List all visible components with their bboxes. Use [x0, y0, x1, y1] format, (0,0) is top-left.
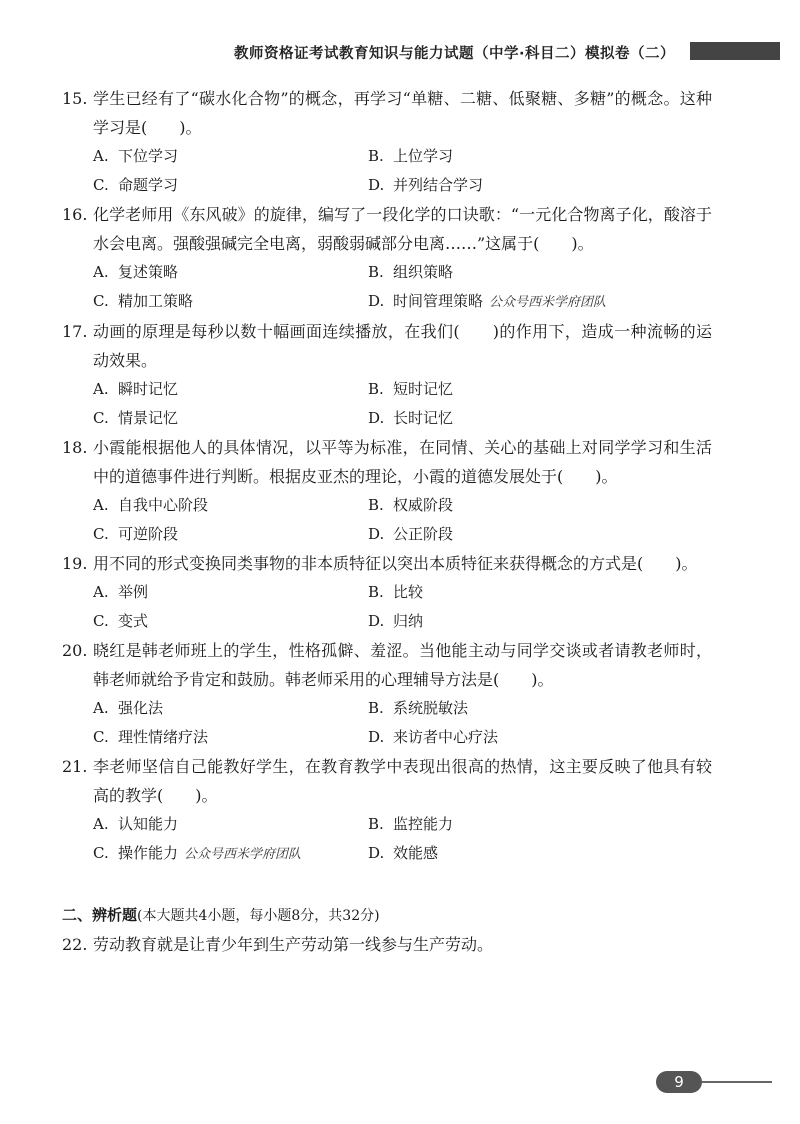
option-text: 上位学习	[393, 147, 454, 165]
option-letter: A.	[93, 147, 109, 165]
section-meta: (本大题共4小题，每小题8分，共32分)	[137, 908, 380, 924]
option-a	[93, 810, 368, 839]
option-text: 命题学习	[118, 176, 179, 194]
option-letter: D.	[368, 292, 385, 310]
option-c	[93, 607, 368, 636]
page-number: 9	[656, 1071, 702, 1093]
option-letter: A.	[93, 583, 109, 601]
question-number: 17.	[62, 322, 88, 341]
option-text: 变式	[118, 612, 149, 630]
handwritten-watermark: 公众号西米学府团队	[184, 847, 302, 862]
option-c	[93, 520, 368, 549]
option-text: 强化法	[118, 699, 164, 717]
option-letter: B.	[368, 699, 384, 717]
option-d	[368, 287, 643, 317]
option-text: 效能感	[393, 844, 439, 862]
option-letter: C.	[93, 612, 109, 630]
option-text: 复述策略	[118, 263, 179, 281]
section-heading	[62, 901, 712, 930]
option-text: 认知能力	[118, 815, 179, 833]
question-stem: 化学老师用《东风破》的旋律，编写了一段化学的口诀歌：“一元化合物离子化，酸溶于水会电离。强酸强碱完全电离，弱酸弱碱部分电离……”这属于( )。	[93, 205, 712, 253]
option-letter: C.	[93, 409, 109, 427]
header-title: 教师资格证考试教育知识与能力试题（中学·科目二）模拟卷（二）	[233, 46, 675, 62]
option-b	[368, 375, 643, 404]
option-d	[368, 520, 643, 549]
option-text: 监控能力	[393, 815, 454, 833]
question-stem: 学生已经有了“碳水化合物”的概念，再学习“单糖、二糖、低聚糖、多糖”的概念。这种学习是( )。	[93, 89, 712, 137]
option-text: 情景记忆	[118, 409, 179, 427]
question-number: 16.	[62, 205, 88, 224]
option-c	[93, 839, 368, 869]
option-text: 可逆阶段	[118, 525, 179, 543]
option-letter: D.	[368, 409, 385, 427]
question-number: 21.	[62, 757, 88, 776]
option-letter: D.	[368, 525, 385, 543]
option-d	[368, 171, 643, 200]
page-header	[0, 40, 800, 64]
question-22	[62, 930, 712, 959]
question-number: 22.	[62, 935, 88, 954]
option-letter: A.	[93, 496, 109, 514]
option-letter: B.	[368, 496, 384, 514]
option-text: 并列结合学习	[393, 176, 484, 194]
question-19	[62, 549, 712, 636]
option-text: 公正阶段	[393, 525, 454, 543]
option-c	[93, 171, 368, 200]
option-letter: B.	[368, 147, 384, 165]
option-a	[93, 258, 368, 287]
option-d	[368, 839, 643, 869]
option-text: 时间管理策略	[393, 292, 484, 310]
option-text: 比较	[393, 583, 424, 601]
option-text: 组织策略	[393, 263, 454, 281]
option-a	[93, 491, 368, 520]
question-15	[62, 84, 712, 200]
handwritten-watermark: 公众号西米学府团队	[489, 295, 607, 310]
option-letter: C.	[93, 525, 109, 543]
option-letter: A.	[93, 263, 109, 281]
option-b	[368, 258, 643, 287]
question-number: 19.	[62, 554, 88, 573]
option-text: 来访者中心疗法	[393, 728, 499, 746]
option-letter: D.	[368, 844, 385, 862]
option-letter: D.	[368, 728, 385, 746]
question-20	[62, 636, 712, 752]
option-text: 下位学习	[118, 147, 179, 165]
question-number: 18.	[62, 438, 88, 457]
option-text: 瞬时记忆	[118, 380, 179, 398]
question-stem: 小霞能根据他人的具体情况，以平等为标准，在同情、关心的基础上对同学学习和生活中的道德事件进行判断。根据皮亚杰的理论，小霞的道德发展处于( )。	[93, 438, 712, 486]
option-text: 精加工策略	[118, 292, 194, 310]
option-c	[93, 287, 368, 317]
option-b	[368, 694, 643, 723]
option-letter: D.	[368, 612, 385, 630]
option-text: 自我中心阶段	[118, 496, 209, 514]
option-b	[368, 578, 643, 607]
option-letter: A.	[93, 815, 109, 833]
question-number: 20.	[62, 641, 88, 660]
option-text: 举例	[118, 583, 149, 601]
question-list	[62, 84, 712, 959]
option-b	[368, 810, 643, 839]
option-text: 短时记忆	[393, 380, 454, 398]
option-letter: A.	[93, 699, 109, 717]
option-letter: C.	[93, 176, 109, 194]
option-b	[368, 491, 643, 520]
option-letter: C.	[93, 728, 109, 746]
option-a	[93, 694, 368, 723]
option-letter: D.	[368, 176, 385, 194]
option-letter: B.	[368, 583, 384, 601]
option-d	[368, 607, 643, 636]
option-letter: B.	[368, 380, 384, 398]
option-letter: B.	[368, 263, 384, 281]
footer-rule	[702, 1081, 772, 1083]
option-a	[93, 375, 368, 404]
question-18	[62, 433, 712, 549]
option-letter: C.	[93, 844, 109, 862]
option-a	[93, 578, 368, 607]
option-c	[93, 404, 368, 433]
question-stem: 晓红是韩老师班上的学生，性格孤僻、羞涩。当他能主动与同学交谈或者请教老师时，韩老师就给予肯定和鼓励。韩老师采用的心理辅导方法是( )。	[93, 641, 712, 689]
option-a	[93, 142, 368, 171]
question-stem: 动画的原理是每秒以数十幅画面连续播放，在我们( )的作用下，造成一种流畅的运动效果。	[93, 322, 712, 370]
option-letter: C.	[93, 292, 109, 310]
question-stem: 用不同的形式变换同类事物的非本质特征以突出本质特征来获得概念的方式是( )。	[93, 554, 698, 573]
option-text: 长时记忆	[393, 409, 454, 427]
option-text: 归纳	[393, 612, 424, 630]
option-letter: B.	[368, 815, 384, 833]
option-d	[368, 723, 643, 752]
option-text: 操作能力	[118, 844, 179, 862]
question-stem: 李老师坚信自己能教好学生，在教育教学中表现出很高的热情，这主要反映了他具有较高的教学( )。	[93, 757, 712, 805]
question-21	[62, 752, 712, 869]
question-17	[62, 317, 712, 433]
option-letter: A.	[93, 380, 109, 398]
section-title: 二、辨析题	[62, 906, 138, 924]
header-bar-decoration	[690, 42, 780, 60]
option-text: 理性情绪疗法	[118, 728, 209, 746]
question-stem: 劳动教育就是让青少年到生产劳动第一线参与生产劳动。	[93, 935, 494, 954]
option-d	[368, 404, 643, 433]
question-16	[62, 200, 712, 317]
option-b	[368, 142, 643, 171]
option-c	[93, 723, 368, 752]
option-text: 权威阶段	[393, 496, 454, 514]
option-text: 系统脱敏法	[393, 699, 469, 717]
question-number: 15.	[62, 89, 88, 108]
